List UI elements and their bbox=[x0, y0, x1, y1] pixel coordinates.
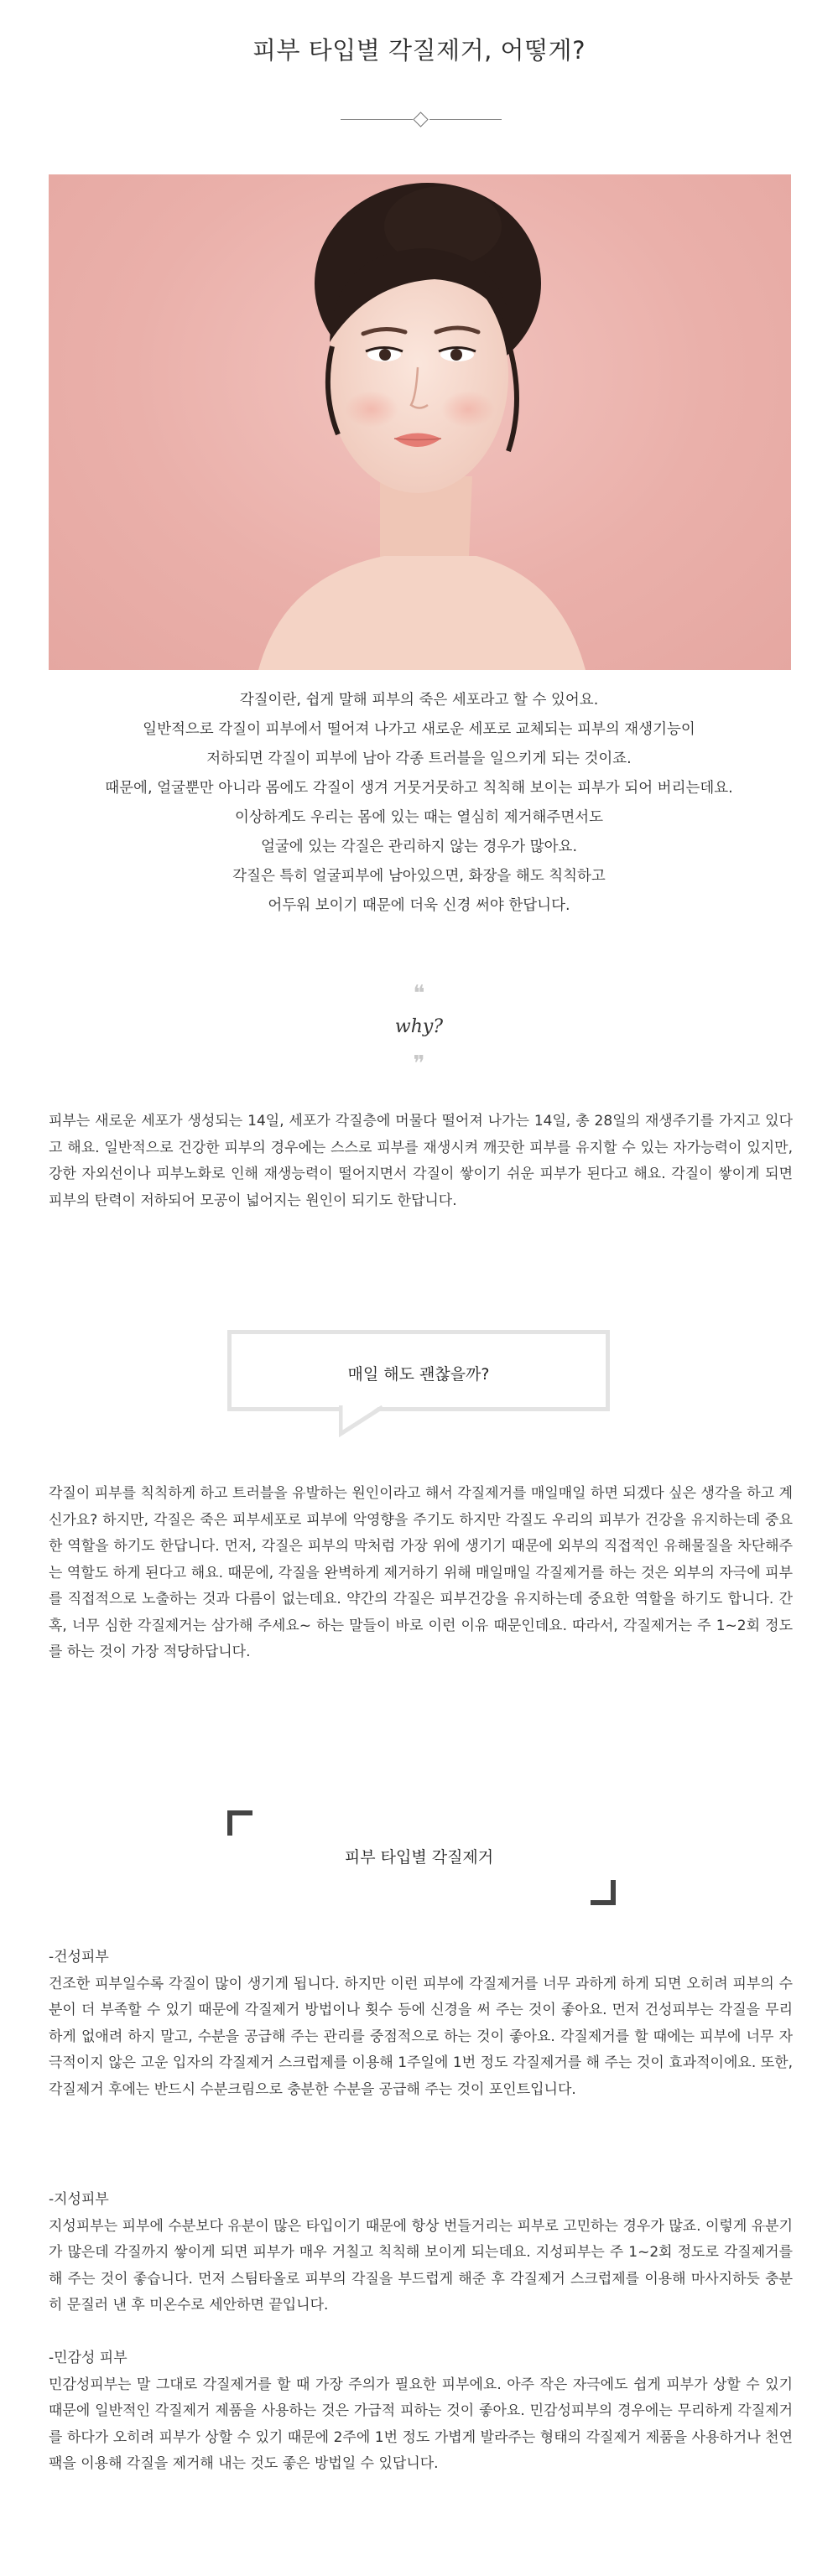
article-title: 피부 타입별 각질제거, 어떻게? bbox=[252, 36, 586, 65]
why-heading: why? bbox=[394, 1016, 444, 1037]
skin-type-sensitive bbox=[49, 2345, 793, 2478]
intro-text bbox=[0, 686, 838, 921]
speech-bubble-text: 매일 해도 괜찮을까? bbox=[347, 1365, 490, 1384]
title-divider bbox=[341, 112, 502, 128]
bracket-top-left-icon bbox=[227, 1810, 252, 1836]
intro-line: 어두워 보이기 때문에 더욱 신경 써야 한답니다. bbox=[268, 897, 570, 914]
portrait-illustration bbox=[49, 174, 791, 670]
skin-type-body: 민감성피부는 말 그대로 각질제거를 할 때 가장 주의가 필요한 피부에요. 아주 작은 자극에도 쉽게 피부가 상할 수 있기 때문에 일반적인 각질제거 제품을 사용하는 것은 가급적 피하는 것이 좋아요. 민감성피부의 경우에는 무리하게 각질제거를 하다가 오히려 피부가 상할 수 있기 때문에 2주에 1번 정도 가볍게 발라주는 형태의 각질제거 제품을 사용하거나 천연팩을 이용해 각질을 제거해 내는 것도 좋은 방법일 수 있답니다. bbox=[49, 2376, 793, 2472]
hero-portrait-image bbox=[49, 174, 791, 670]
skin-type-oily bbox=[49, 2187, 793, 2319]
intro-line: 각질이란, 쉽게 말해 피부의 죽은 세포라고 할 수 있어요. bbox=[239, 692, 599, 709]
intro-line: 때문에, 얼굴뿐만 아니라 몸에도 각질이 생겨 거뭇거뭇하고 칙칙해 보이는 피부가 되어 버리는데요. bbox=[105, 780, 733, 797]
divider-line-right bbox=[429, 119, 502, 120]
skin-type-heading: -민감성 피부 bbox=[49, 2350, 128, 2366]
intro-line: 각질은 특히 얼굴피부에 남아있으면, 화장을 해도 칙칙하고 bbox=[232, 868, 606, 885]
intro-line: 이상하게도 우리는 몸에 있는 때는 열심히 제거해주면서도 bbox=[234, 809, 604, 826]
why-paragraph: 피부는 새로운 세포가 생성되는 14일, 세포가 각질층에 머물다 떨어져 나가는 14일, 총 28일의 재생주기를 가지고 있다고 해요. 일반적으로 건강한 피부의 경우에는 스스로 피부를 재생시켜 깨끗한 피부를 유지할 수 있는 자가능력이 있지만, 강한 자외선이나 피부노화로 인해 재생능력이 떨어지면서 각질이 쌓이기 쉬운 피부가 된다고 해요. 각질이 쌓이게 되면 피부의 탄력이 저하되어 모공이 넓어지는 원인이 되기도 한답니다. bbox=[49, 1113, 793, 1209]
skin-type-dry bbox=[49, 1945, 793, 2103]
skin-type-heading: -지성피부 bbox=[49, 2191, 109, 2208]
speech-bubble-tail-icon bbox=[339, 1404, 389, 1437]
daily-paragraph: 각질이 피부를 칙칙하게 하고 트러블을 유발하는 원인이라고 해서 각질제거를 매일매일 하면 되겠다 싶은 생각을 하고 계신가요? 하지만, 각질은 죽은 피부세포로 피부에 악영향을 주기도 하지만 각질도 우리의 피부가 건강을 유지하는데 중요한 역할을 하기도 한답니다. 먼저, 각질은 피부의 막처럼 가장 위에 생기기 때문에 외부의 직접적인 유해물질을 차단해주는 역할도 하게 된다고 해요. 때문에, 각질을 완벽하게 제거하기 위해 매일매일 각질제거를 하는 것은 외부의 자극에 피부를 직접적으로 노출하는 것과 다름이 없는데요. 약간의 각질은 피부건강을 유지하는데 중요한 역할을 하기도 합니다. 간혹, 너무 심한 각질제거는 삼가해 주세요~ 하는 말들이 바로 이런 이유 때문인데요. 따라서, 각질제거는 주 1~2회 정도를 하는 것이 가장 적당하답니다. bbox=[49, 1485, 793, 1660]
bracket-bottom-right-icon bbox=[591, 1880, 616, 1905]
skin-type-heading: -건성피부 bbox=[49, 1949, 109, 1966]
intro-line: 얼굴에 있는 각질은 관리하지 않는 경우가 많아요. bbox=[260, 839, 578, 855]
speech-bubble bbox=[227, 1330, 610, 1411]
open-quote-icon: ❝ bbox=[413, 981, 425, 1006]
close-quote-icon: ❞ bbox=[413, 1052, 425, 1077]
skin-type-body: 건조한 피부일수록 각질이 많이 생기게 됩니다. 하지만 이런 피부에 각질제거를 너무 과하게 하게 되면 오히려 피부의 수분이 더 부족할 수 있기 때문에 각질제거 방법이나 횟수 등에 신경을 써 주는 것이 좋아요. 먼저 건성피부는 각질을 무리하게 없애려 하지 말고, 수분을 공급해 주는 관리를 중점적으로 하는 것이 좋아요. 각질제거를 할 때에는 피부에 너무 자극적이지 않은 고운 입자의 각질제거 스크럽제를 이용해 1주일에 1번 정도 각질제거를 해 주는 것이 효과적이에요. 또한, 각질제거 후에는 반드시 수분크림으로 충분한 수분을 공급해 주는 것이 포인트입니다. bbox=[49, 1975, 793, 2098]
divider-line-left bbox=[341, 119, 413, 120]
intro-line: 저하되면 각질이 피부에 남아 각종 트러블을 일으키게 되는 것이죠. bbox=[206, 750, 632, 767]
intro-line: 일반적으로 각질이 피부에서 떨어져 나가고 새로운 세포로 교체되는 피부의 재생기능이 bbox=[143, 721, 695, 738]
skin-type-body: 지성피부는 피부에 수분보다 유분이 많은 타입이기 때문에 항상 번들거리는 피부로 고민하는 경우가 많죠. 이렇게 유분기가 많은데 각질까지 쌓이게 되면 피부가 매우 거칠고 칙칙해 보이게 되는데요. 지성피부는 주 1~2회 정도로 각질제거를 해 주는 것이 좋습니다. 먼저 스팀타올로 피부의 각질을 부드럽게 해준 후 각질제거 스크럽제를 이용해 마사지하듯 충분히 문질러 낸 후 미온수로 세안하면 끝입니다. bbox=[49, 2217, 793, 2314]
divider-diamond-icon bbox=[413, 112, 428, 127]
section-title: 피부 타입별 각질제거 bbox=[344, 1848, 494, 1867]
